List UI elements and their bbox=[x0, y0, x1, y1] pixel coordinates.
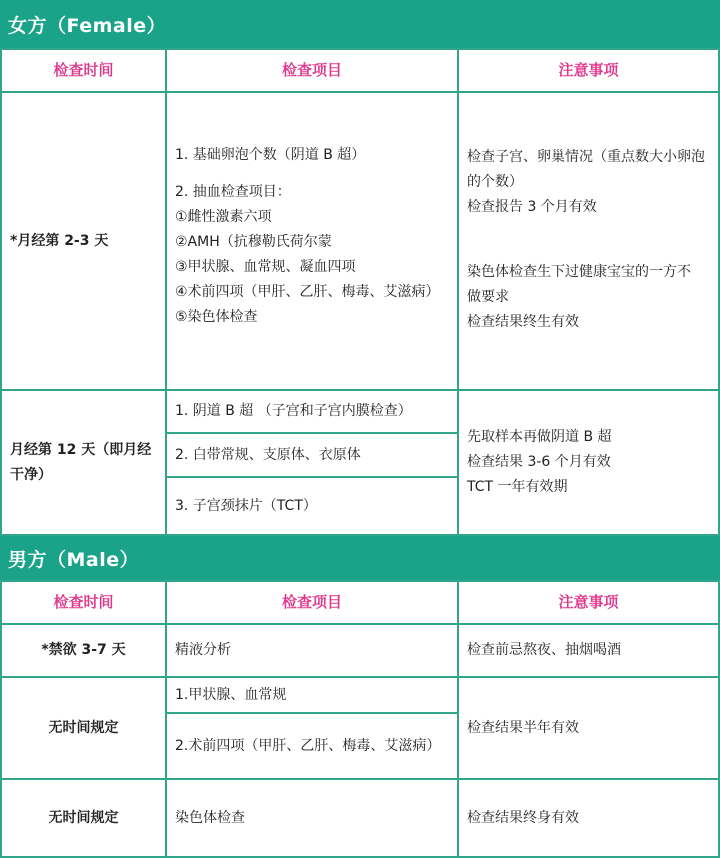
item-line: 1.甲状腺、血常规 bbox=[175, 686, 287, 703]
female-row2-item-2 bbox=[165, 432, 459, 478]
note-line: 检查结果 3-6 个月有效 bbox=[467, 454, 611, 470]
header-items-label: 检查项目 bbox=[281, 593, 342, 611]
note-line: 的个数） bbox=[467, 174, 523, 190]
item-line: ③甲状腺、血常规、凝血四项 bbox=[175, 259, 356, 275]
item-line: 1. 阴道 B 超 （子宫和子宫内膜检查） bbox=[175, 403, 412, 419]
male-row3-items bbox=[165, 778, 459, 858]
male-row3-time bbox=[0, 778, 167, 858]
male-row2-item-2 bbox=[165, 712, 459, 780]
item-line: 2.术前四项（甲肝、乙肝、梅毒、艾滋病） bbox=[175, 737, 441, 754]
header-items-label: 检查项目 bbox=[281, 61, 342, 79]
row-time-text: *禁欲 3-7 天 bbox=[41, 642, 126, 658]
note-line: 检查子宫、卵巢情况（重点数大小卵泡 bbox=[467, 149, 705, 165]
female-row2-notes bbox=[457, 389, 720, 536]
note-line: 做要求 bbox=[467, 289, 509, 305]
header-time-label: 检查时间 bbox=[53, 61, 114, 79]
item-line: 精液分析 bbox=[175, 642, 231, 658]
male-section-title bbox=[0, 536, 720, 580]
note-line: 检查结果半年有效 bbox=[467, 719, 579, 736]
male-header-items bbox=[165, 580, 459, 625]
female-title-text: 女方（Female） bbox=[8, 14, 167, 37]
female-header-notes bbox=[457, 48, 720, 93]
male-header-time bbox=[0, 580, 167, 625]
female-header-items bbox=[165, 48, 459, 93]
female-row2-item-3 bbox=[165, 476, 459, 536]
male-row2-notes bbox=[457, 676, 720, 780]
header-time-label: 检查时间 bbox=[53, 593, 114, 611]
male-row2-item-1 bbox=[165, 676, 459, 714]
note-line: 检查前忌熬夜、抽烟喝酒 bbox=[467, 642, 621, 658]
item-line: 染色体检查 bbox=[175, 809, 245, 826]
item-line: 1. 基础卵泡个数（阴道 B 超） bbox=[175, 147, 366, 163]
header-notes-label: 注意事项 bbox=[558, 61, 619, 79]
male-row1-time bbox=[0, 623, 167, 678]
row-time-text: *月经第 2-3 天 bbox=[10, 232, 109, 249]
note-line: 检查结果终生有效 bbox=[467, 314, 579, 330]
male-title-text: 男方（Male） bbox=[8, 548, 140, 571]
item-line: ①雌性激素六项 bbox=[175, 209, 272, 225]
header-notes-label: 注意事项 bbox=[558, 593, 619, 611]
note-line: 检查报告 3 个月有效 bbox=[467, 199, 597, 215]
row-time-text: 干净） bbox=[10, 466, 52, 483]
item-line: 2. 白带常规、支原体、衣原体 bbox=[175, 446, 361, 463]
row-time-text: 无时间规定 bbox=[48, 809, 119, 826]
male-row2-time bbox=[0, 676, 167, 780]
row-time-text: 无时间规定 bbox=[48, 719, 119, 736]
row-time-text: 月经第 12 天（即月经 bbox=[10, 441, 152, 458]
female-row1-time bbox=[0, 91, 167, 391]
note-line: 先取样本再做阴道 B 超 bbox=[467, 429, 612, 445]
female-header-time bbox=[0, 48, 167, 93]
note-line: 染色体检查生下过健康宝宝的一方不 bbox=[467, 264, 691, 280]
female-row2-time bbox=[0, 389, 167, 536]
male-row1-notes bbox=[457, 623, 720, 678]
female-row1-items bbox=[165, 91, 459, 391]
item-line: ⑤染色体检查 bbox=[175, 309, 258, 325]
male-row1-items bbox=[165, 623, 459, 678]
female-row2-item-1 bbox=[165, 389, 459, 434]
item-line: 2. 抽血检查项目： bbox=[175, 184, 291, 200]
male-row3-notes bbox=[457, 778, 720, 858]
female-section-title bbox=[0, 0, 720, 48]
note-line: 检查结果终身有效 bbox=[467, 809, 579, 826]
male-header-notes bbox=[457, 580, 720, 625]
item-line: ④术前四项（甲肝、乙肝、梅毒、艾滋病） bbox=[175, 284, 440, 300]
note-line: TCT 一年有效期 bbox=[467, 479, 568, 495]
item-line: ②AMH（抗穆勒氏荷尔蒙 bbox=[175, 234, 332, 250]
item-line: 3. 子宫颈抹片（TCT） bbox=[175, 497, 317, 514]
female-row1-notes bbox=[457, 91, 720, 391]
